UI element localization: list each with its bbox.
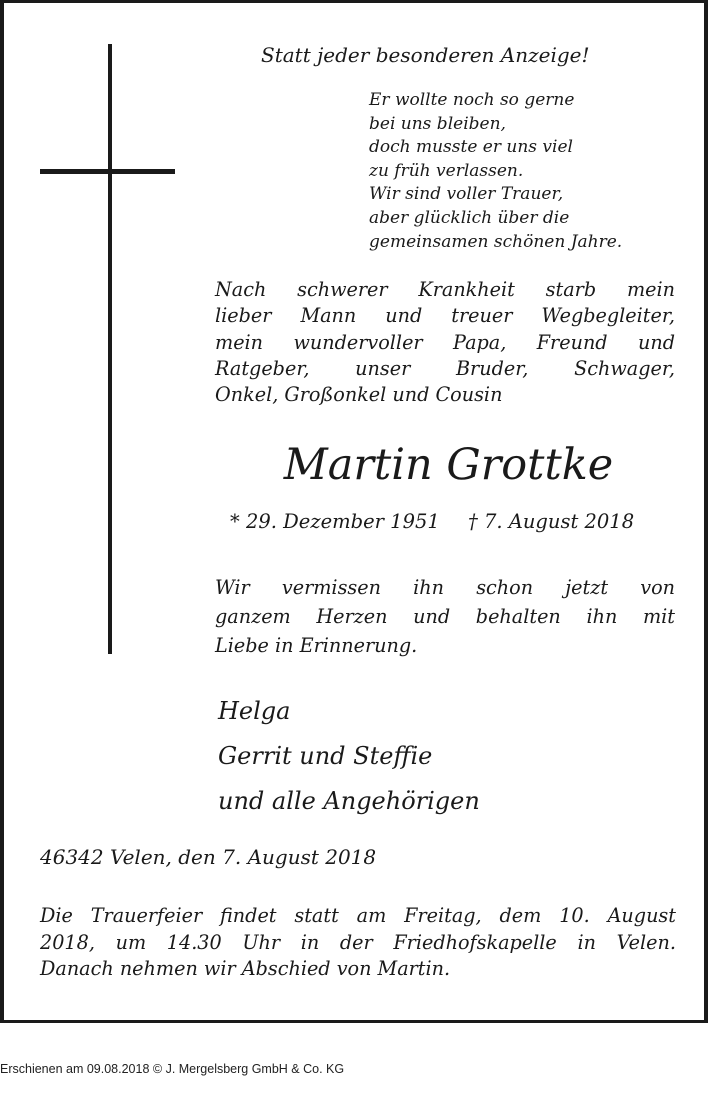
signer: Gerrit und Steffie — [218, 742, 433, 770]
intro-line: Onkel, Großonkel und Cousin — [215, 383, 503, 407]
intro-line: mein wundervoller Papa, Freund und — [215, 330, 675, 354]
remember-paragraph — [215, 573, 675, 660]
intro-line: Ratgeber, unser Bruder, Schwager, — [215, 356, 675, 380]
funeral-line: 2018, um 14.30 Uhr in der Friedhofskapelle in Velen. — [40, 930, 676, 954]
remember-line: Wir vermissen ihn schon jetzt von — [215, 576, 675, 599]
poem-line: Wir sind voller Trauer, — [369, 184, 564, 205]
funeral-line: Die Trauerfeier findet statt am Freitag, dem 10. August — [40, 904, 676, 927]
intro-paragraph — [215, 277, 675, 408]
poem — [369, 89, 622, 254]
place-date: 46342 Velen, den 7. August 2018 — [40, 845, 377, 869]
signers — [218, 689, 480, 824]
poem-line: bei uns bleiben, — [369, 113, 506, 134]
poem-line: gemeinsamen schönen Jahre. — [369, 231, 623, 252]
intro-line: lieber Mann und treuer Wegbegleiter, — [215, 304, 675, 328]
cross-horizontal-bar — [40, 169, 175, 174]
poem-line: aber glücklich über die — [369, 207, 570, 228]
intro-line: Nach schwerer Krankheit starb mein — [215, 278, 675, 301]
cross-vertical-bar — [108, 44, 112, 654]
remember-line: ganzem Herzen und behalten ihn mit — [215, 605, 675, 628]
remember-line: Liebe in Erinnerung. — [215, 634, 418, 657]
poem-line: doch musste er uns viel — [369, 137, 573, 158]
publication-footer: Erschienen am 09.08.2018 © J. Mergelsberg GmbH & Co. KG — [0, 1062, 345, 1076]
birth-date: * 29. Dezember 1951 — [230, 510, 440, 533]
deceased-name: Martin Grottke — [283, 440, 614, 490]
poem-line: zu früh verlassen. — [369, 160, 524, 181]
notice-header: Statt jeder besonderen Anzeige! — [261, 43, 590, 67]
funeral-line: Danach nehmen wir Abschied von Martin. — [40, 957, 451, 980]
life-dates — [230, 510, 634, 533]
signer: und alle Angehörigen — [218, 787, 480, 815]
signer: Helga — [218, 697, 291, 725]
poem-line: Er wollte noch so gerne — [369, 90, 575, 110]
funeral-info — [40, 903, 676, 983]
death-date: † 7. August 2018 — [468, 510, 635, 533]
